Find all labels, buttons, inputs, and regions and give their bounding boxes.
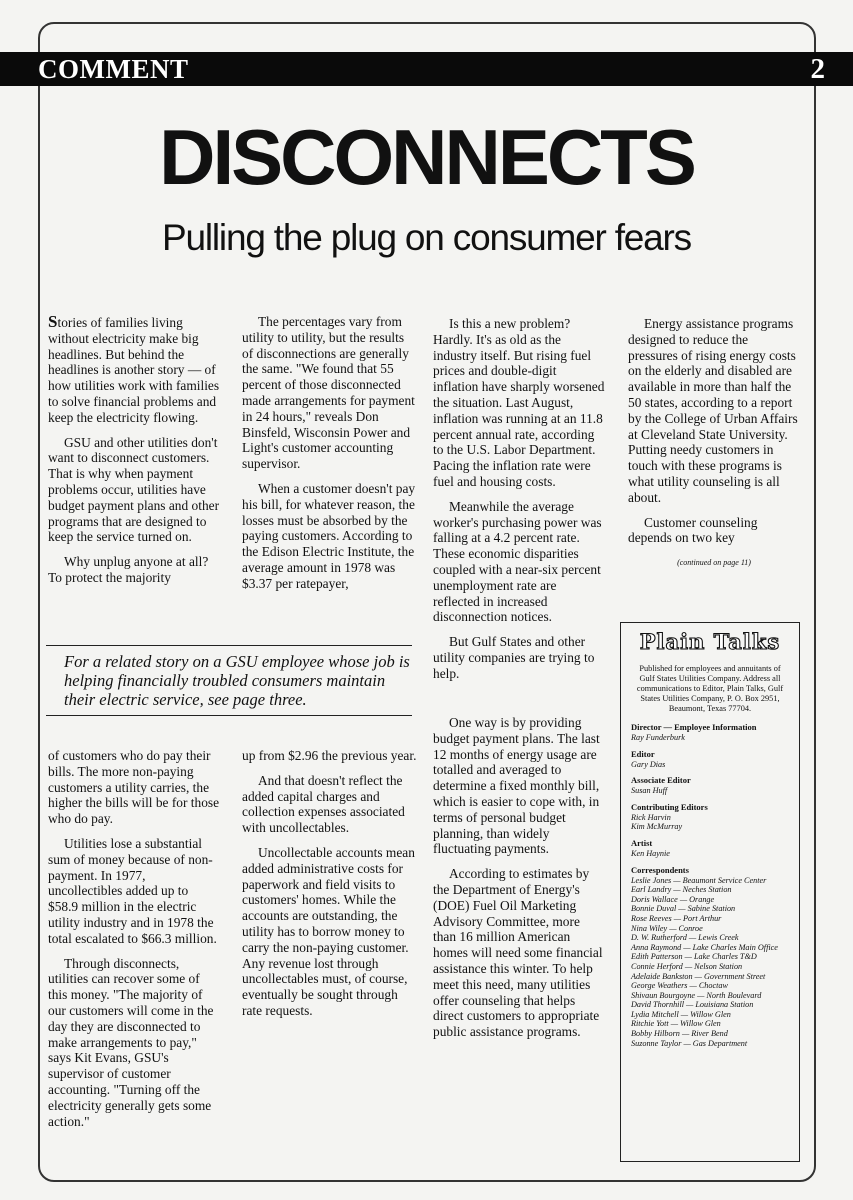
article-column-2-continued [242, 748, 418, 1028]
correspondent-item: Nina Wiley — Conroe [631, 923, 703, 933]
paragraph: Stories of families living without electricity make big headlines. But behind the headlines is another story — of how utilities work with families to solve financial problems and keep the electricity flowing. [48, 312, 220, 425]
subheadline: Pulling the plug on consumer fears [162, 217, 691, 258]
paragraph: Through disconnects, utilities can recover some of this money. "The majority of our customers will come in the day they are disconnected to make arrangements to pay," says Kit Evans, GSU's supervisor of customer accounting. "Turning off the electricity generally gets some action." [48, 955, 214, 1129]
article-column-3-continued [433, 715, 605, 1049]
masthead-label: Associate Editor [631, 775, 691, 786]
correspondent-item: Leslie Jones — Beaumont Service Center [631, 875, 767, 885]
paragraph: of customers who do pay their bills. The more non-paying customers a utility carries, the higher the bills will be for those who do pay. [48, 748, 220, 827]
masthead-box [620, 622, 800, 1162]
paragraph: up from $2.96 the previous year. [242, 748, 417, 763]
article-column-1-continued [48, 748, 220, 1138]
masthead-label: Correspondents [631, 864, 689, 875]
correspondent-item: Adelaide Bankston — Government Street [631, 971, 766, 981]
headline: DISCONNECTS [159, 113, 694, 201]
related-story-callout: For a related story on a GSU employee whose job is helping financially troubled consumers maintain their electric service, see page three. [46, 645, 412, 716]
continued-note: (continued on page 11) [677, 558, 751, 568]
paragraph: One way is by providing budget payment plans. The last 12 months of energy usage are totalled and averaged to determine a fixed monthly bill, which is easier to cope with, in terms of personal budget planning, than widely fluctuating payments. [433, 715, 600, 857]
paragraph: Is this a new problem? Hardly. It's as old as the industry itself. But rising fuel prices and double-digit inflation have sharply worsened the situation. Last August, inflation was running at an 11.8 percent annual rate, according to the U.S. Labor Department. Pacing the inflation rate were fuel and housing costs. [433, 316, 605, 489]
article-column-2 [242, 314, 418, 601]
masthead-name: Susan Huff [631, 786, 668, 796]
article-column-1 [48, 314, 220, 595]
correspondent-item: Suzonne Taylor — Gas Department [631, 1038, 748, 1048]
paragraph: According to estimates by the Department of Energy's (DOE) Fuel Oil Marketing Advisory Committee, more than 16 million American homes will need some financial assistance this winter. To help meet this need, many utilities offer counseling that helps direct customers to appropriate public assistance programs. [433, 866, 603, 1040]
masthead-title: Plain Talks [639, 629, 781, 654]
section-title: COMMENT [38, 54, 189, 84]
publication-note: Published for employees and annuitants of Gulf States Utilities Company. Address all communications to Editor, Plain Talks, Gulf States Utilities Company, P. O. Box 2951, Beaumont, Texas 77704. [636, 664, 784, 713]
masthead-name: Gary Dias [631, 759, 666, 769]
masthead-label: Artist [631, 837, 653, 848]
masthead-name: Kim McMurray [631, 822, 683, 832]
paragraph: Customer counseling depends on two key [628, 514, 758, 546]
paragraph: When a customer doesn't pay his bill, for whatever reason, the losses must be absorbed by the paying customers. According to the Edison Electric Institute, the average amount in 1978 was $3.37 per ratepayer, [242, 480, 416, 591]
masthead-name: Ray Funderburk [631, 733, 685, 742]
masthead-label: Director — Employee Information [631, 722, 757, 732]
correspondents-list [631, 876, 789, 1049]
paragraph: Energy assistance programs designed to reduce the pressures of rising energy costs on the elderly and disabled are available in more than half the 50 states, according to a report by the College of Urban Affairs at Cleveland State University. Putting needy customers in touch with these programs is what utility counseling is all about. [628, 316, 798, 505]
masthead-name: Rick Harvin [631, 812, 671, 822]
section-banner [0, 52, 853, 86]
paragraph: Utilities lose a substantial sum of money because of non-payment. In 1977, uncollectibles added up to $58.9 million in the electric utility industry and in 1978 the total escalated to $66.3 million. [48, 835, 217, 946]
correspondent-item: D. W. Rutherford — Lewis Creek [631, 933, 739, 943]
correspondent-item: Bobby Hilborn — River Bend [631, 1029, 728, 1039]
correspondent-item: George Weathers — Choctaw [631, 981, 728, 991]
correspondent-item: David Thornhill — Louisiana Station [631, 1000, 754, 1010]
paragraph: But Gulf States and other utility companies are trying to help. [433, 634, 595, 681]
correspondent-item: Shivaun Bourgoyne — North Boulevard [631, 990, 762, 1000]
correspondent-item: Ritchie Yott — Willow Glen [631, 1019, 721, 1029]
correspondent-item: Lydia Mitchell — Willow Glen [631, 1009, 731, 1019]
correspondent-item: Anna Raymond — Lake Charles Main Office [631, 942, 778, 952]
correspondent-item: Bonnie Duval — Sabine Station [631, 904, 736, 914]
correspondent-item: Connie Herford — Nelson Station [631, 961, 743, 971]
paragraph: Uncollectable accounts mean added administrative costs for paperwork and field visits to customers' homes. While the accounts are outstanding, the utility has to borrow money to carry the non-paying customer. Any revenue lost through uncollectables must, of course, eventually be sought through rate requests. [242, 844, 415, 1018]
correspondent-item: Rose Reeves — Port Arthur [631, 913, 722, 923]
page-number: 2 [810, 53, 825, 85]
correspondent-item: Edith Patterson — Lake Charles T&D [631, 952, 757, 962]
masthead-label: Contributing Editors [631, 801, 708, 812]
dropcap: S [48, 312, 58, 331]
paragraph: And that doesn't reflect the added capital charges and collection expenses associated with uncollectables. [242, 772, 405, 836]
paragraph: GSU and other utilities don't want to disconnect customers. That is why when payment problems occur, utilities have budget payment plans and other programs that are designed to keep the service turned on. [48, 434, 220, 545]
paragraph: The percentages vary from utility to utility, but the results of disconnections are generally the same. "We found that 55 percent of those disconnected made arrangements for payment in 24 hours," reveals Don Binsfeld, Wisconsin Power and Light's customer accounting supervisor. [242, 314, 415, 472]
masthead-name: Ken Haynie [631, 848, 670, 858]
paragraph: Why unplug anyone at all? To protect the majority [48, 554, 209, 585]
correspondent-item: Doris Wallace — Orange [631, 894, 715, 904]
masthead-label: Editor [631, 748, 655, 759]
article-column-3 [433, 316, 605, 691]
article-column-4 [628, 316, 800, 571]
paragraph: Meanwhile the average worker's purchasing power was falling at a 4.2 percent rate. These economic disparities coupled with a near-six percent unemployment rate are reflected in increased disconnection notices. [433, 498, 602, 625]
correspondent-item: Earl Landry — Neches Station [631, 885, 732, 895]
